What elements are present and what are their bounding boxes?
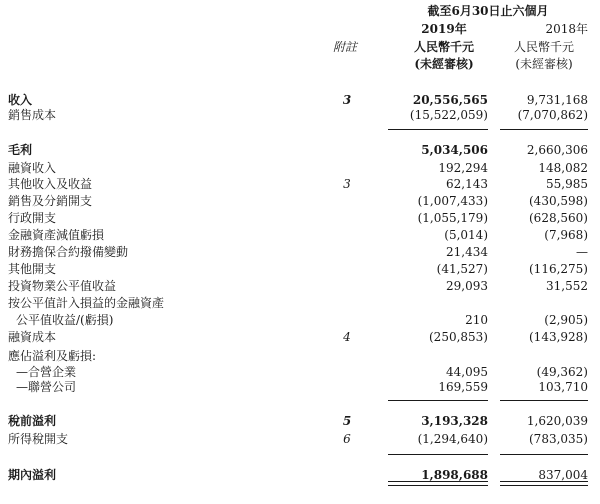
value-2019: 3,193,328 [421,414,488,428]
year-2018-heading: 2018年 [545,22,588,36]
row-label: 應佔溢利及虧損: [8,349,97,363]
value-2019: 29,093 [446,279,488,293]
value-2018: 9,731,168 [526,93,588,107]
value-2019: (1,055,179) [417,211,488,225]
row-label: 財務擔保合約撥備變動 [8,245,129,259]
table-row [0,329,600,345]
row-label: 融資收入 [8,161,57,175]
period-heading: 截至6月30日止六個月 [427,4,549,18]
value-2018: (2,905) [544,313,588,327]
currency-2019-heading: 人民幣千元 [413,40,474,54]
row-label: 銷售及分銷開支 [8,194,93,208]
table-row [0,160,600,176]
row-label: 收入 [8,93,33,107]
currency-2018-heading: 人民幣千元 [513,40,574,54]
value-2019: (5,014) [444,228,488,242]
table-row [0,431,600,447]
value-2019: 62,143 [446,177,488,191]
table-row [0,142,600,158]
table-row [0,379,600,395]
table-row [0,278,600,294]
table-row [0,193,600,209]
table-row [0,295,600,311]
value-2019: (15,522,059) [409,108,488,122]
total-double-rule-2018 [500,481,588,486]
row-label: 稅前溢利 [8,414,57,428]
row-label: 金融資產減值虧損 [8,228,105,242]
row-label: 行政開支 [8,211,57,225]
audit-2019-heading: (未經審核) [414,57,474,71]
value-2019: (250,853) [429,330,488,344]
row-label: 投資物業公平值收益 [8,279,117,293]
row-label: —聯營公司 [16,380,77,394]
row-note: 3 [342,93,352,107]
row-label: 公平值收益/(虧損) [16,313,114,327]
table-row [0,261,600,277]
value-2018: 2,660,306 [526,143,588,157]
table-row [0,92,600,108]
subtotal-rule-2018 [500,129,588,130]
table-row [0,227,600,243]
value-2019: 210 [465,313,488,327]
subtotal-rule-2019 [388,129,488,130]
value-2019: 169,559 [438,380,488,394]
rule-2018-b [500,454,588,455]
value-2019: 5,034,506 [421,143,488,157]
row-note: 4 [343,330,351,344]
row-label: 所得稅開支 [8,432,69,446]
value-2018: 103,710 [538,380,588,394]
value-2019: (41,527) [436,262,488,276]
row-label: 期內溢利 [8,468,57,482]
value-2019: 20,556,565 [412,93,488,107]
value-2019: (1,007,433) [417,194,488,208]
value-2018: (430,598) [529,194,588,208]
value-2019: (1,294,640) [417,432,488,446]
value-2018: 55,985 [546,177,588,191]
table-row [0,364,600,380]
row-label: 毛利 [8,143,33,157]
value-2018: 31,552 [546,279,588,293]
row-label: 銷售成本 [8,108,57,122]
row-label: 其他開支 [8,262,57,276]
year-2019-heading: 2019年 [421,22,467,36]
rule-2018-a [500,400,588,401]
row-note: 3 [343,177,351,191]
row-note: 6 [343,432,351,446]
total-double-rule-2019 [388,481,488,486]
note-column-heading: 附註 [333,40,358,54]
audit-2018-heading: (未經審核) [515,57,573,71]
value-2018: — [576,245,588,259]
table-row [0,176,600,192]
row-note: 5 [342,414,352,428]
table-row [0,244,600,260]
value-2019: 21,434 [446,245,488,259]
value-2018: (783,035) [529,432,588,446]
value-2018: (7,968) [544,228,588,242]
value-2018: (49,362) [536,365,588,379]
row-label: —合營企業 [16,365,77,379]
value-2019: 1,898,688 [421,468,488,482]
value-2018: 148,082 [538,161,588,175]
value-2019: 44,095 [446,365,488,379]
table-row [0,348,600,364]
rule-2019-a [388,400,488,401]
table-row [0,210,600,226]
row-label: 其他收入及收益 [8,177,93,191]
value-2018: (7,070,862) [517,108,588,122]
value-2018: (628,560) [529,211,588,225]
value-2018: (116,275) [529,262,588,276]
table-row [0,413,600,429]
value-2018: (143,928) [529,330,588,344]
table-row [0,107,600,123]
table-row [0,312,600,328]
row-label: 融資成本 [8,330,57,344]
row-label: 按公平值計入損益的金融資產 [8,296,165,310]
value-2018: 1,620,039 [526,414,588,428]
value-2019: 192,294 [438,161,488,175]
value-2018: 837,004 [538,468,588,482]
rule-2019-b [388,454,488,455]
